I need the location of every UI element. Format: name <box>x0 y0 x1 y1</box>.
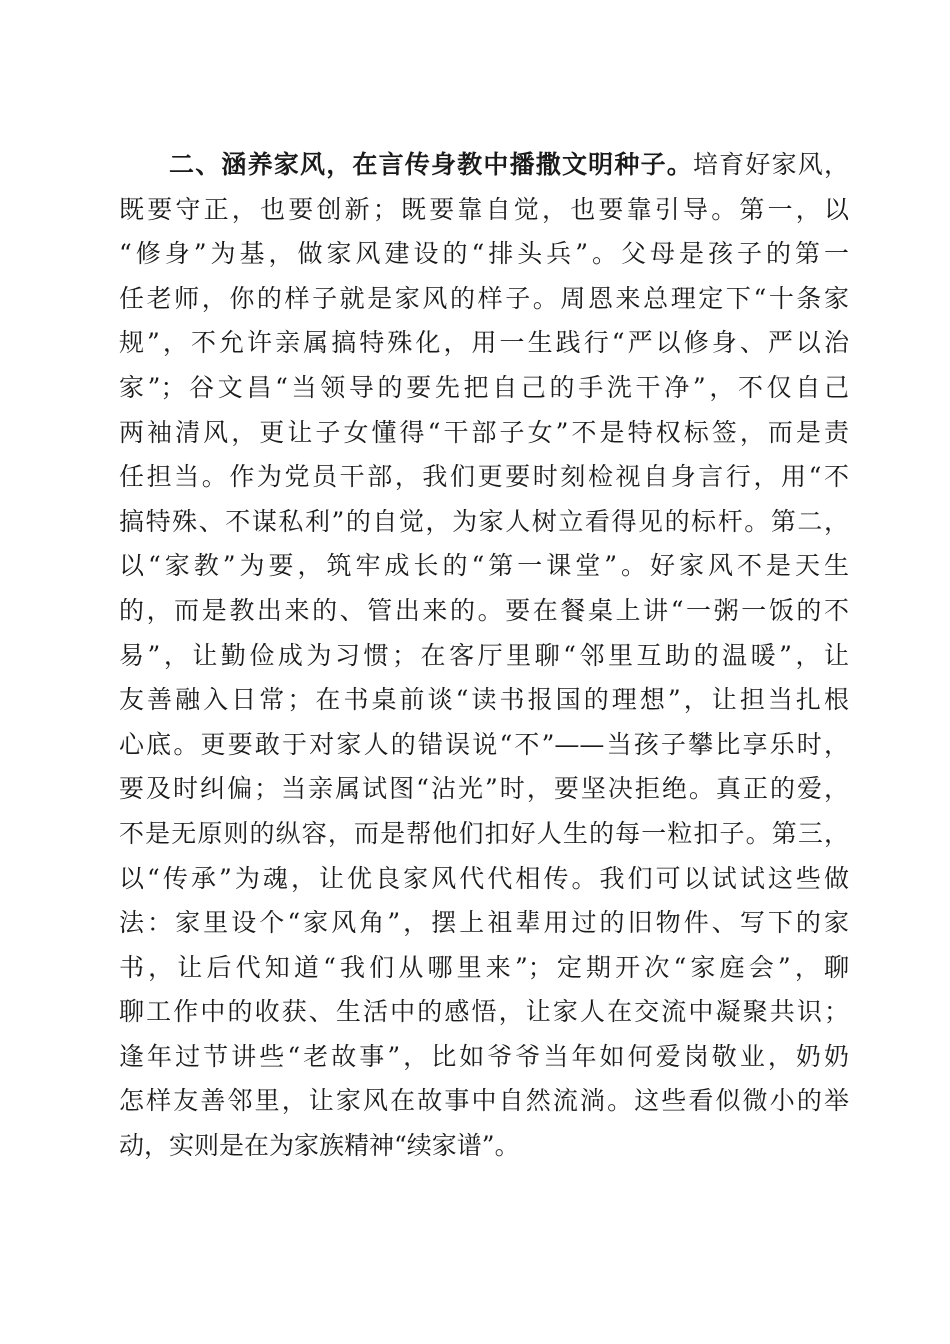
paragraph-line: 书，让后代知道“我们从哪里来”；定期开次“家庭会”，聊 <box>119 952 849 982</box>
paragraph-line: 逢年过节讲些“老故事”，比如爷爷当年如何爱岗敬业，奶奶 <box>119 1041 849 1071</box>
paragraph-line: 以“家教”为要，筑牢成长的“第一课堂”。好家风不是天生 <box>119 551 849 581</box>
first-line-text: 培育好家风， <box>692 150 849 179</box>
paragraph-line: 既要守正，也要创新；既要靠自觉，也要靠引导。第一，以 <box>119 194 849 224</box>
paragraph-line: 以“传承”为魂，让优良家风代代相传。我们可以试试这些做 <box>119 863 849 893</box>
paragraph-line: 易”，让勤俭成为习惯；在客厅里聊“邻里互助的温暖”，让 <box>119 640 849 670</box>
paragraph-line: 聊工作中的收获、生活中的感悟，让家人在交流中凝聚共识； <box>119 997 849 1027</box>
paragraph-line: 心底。更要敢于对家人的错误说“不”——当孩子攀比享乐时， <box>119 729 849 759</box>
paragraph-line: 家”；谷文昌“当领导的要先把自己的手洗干净”，不仅自己 <box>119 372 849 402</box>
paragraph-line-last: 动，实则是在为家族精神“续家谱”。 <box>119 1131 520 1161</box>
paragraph-line: 友善融入日常；在书桌前谈“读书报国的理想”，让担当扎根 <box>119 685 849 715</box>
paragraph-line: 规”，不允许亲属搞特殊化，用一生践行“严以修身、严以治 <box>119 328 849 358</box>
section-heading: 二、涵养家风，在言传身教中播撒文明种子。 <box>169 150 693 179</box>
paragraph-line: 要及时纠偏；当亲属试图“沾光”时，要坚决拒绝。真正的爱， <box>119 774 849 804</box>
paragraph-line: 怎样友善邻里，让家风在故事中自然流淌。这些看似微小的举 <box>119 1086 849 1116</box>
paragraph-line: 不是无原则的纵容，而是帮他们扣好人生的每一粒扣子。第三， <box>119 818 849 848</box>
paragraph-line: “修身”为基，做家风建设的“排头兵”。父母是孩子的第一 <box>119 239 849 269</box>
paragraph-line: 任担当。作为党员干部，我们更要时刻检视自身言行，用“不 <box>119 462 849 492</box>
paragraph-line-1 <box>119 143 849 188</box>
body-paragraph <box>119 143 849 1169</box>
paragraph-line: 搞特殊、不谋私利”的自觉，为家人树立看得见的标杆。第二， <box>119 506 849 536</box>
paragraph-line: 法：家里设个“家风角”，摆上祖辈用过的旧物件、写下的家 <box>119 908 849 938</box>
paragraph-line: 两袖清风，更让子女懂得“干部子女”不是特权标签，而是责 <box>119 417 849 447</box>
paragraph-line: 的，而是教出来的、管出来的。要在餐桌上讲“一粥一饭的不 <box>119 595 849 625</box>
paragraph-line: 任老师，你的样子就是家风的样子。周恩来总理定下“十条家 <box>119 283 849 313</box>
